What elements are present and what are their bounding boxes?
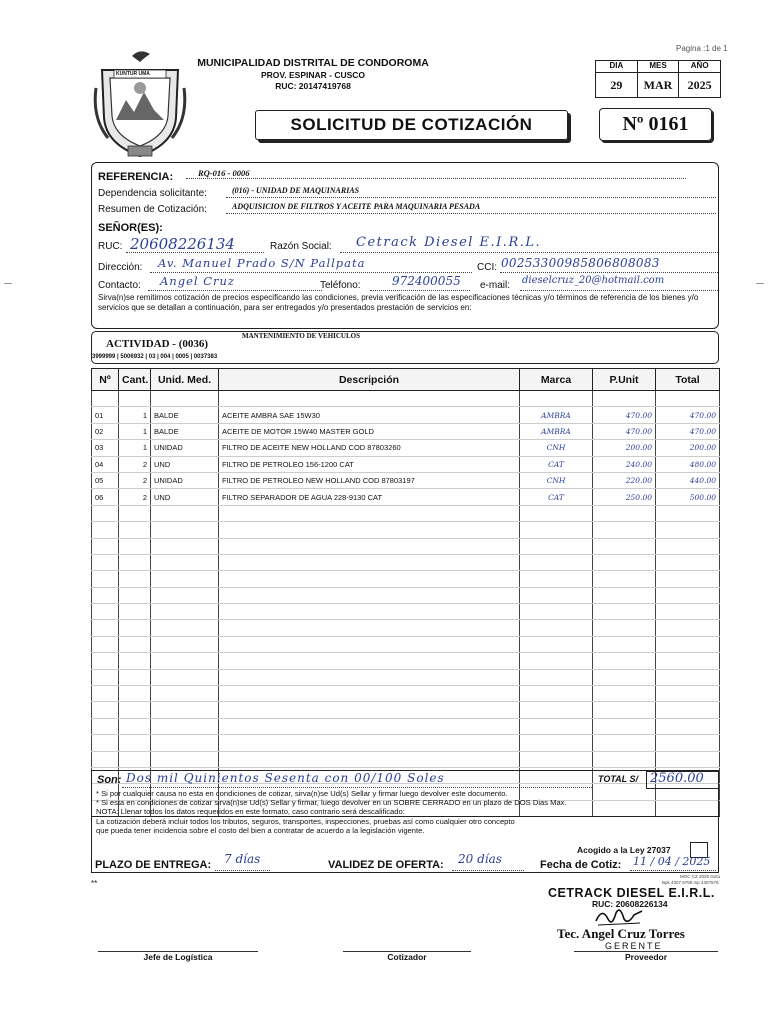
- page-indicator: Pagina :1 de 1: [676, 44, 728, 53]
- empty-cell: [520, 653, 593, 669]
- telefono-line: [370, 290, 470, 291]
- col-header-unid: Unid. Med.: [151, 369, 219, 391]
- empty-cell: [520, 702, 593, 718]
- table-row-empty: [92, 636, 720, 652]
- note-line: La cotización deberá incluir todos los tributos, seguros, transportes, inspecciones, pruebas así como cualquier otro concepto: [96, 816, 515, 826]
- cell-desc: ACEITE AMBRA SAE 15W30: [219, 407, 520, 423]
- cell-num: 03: [92, 440, 119, 456]
- empty-cell: [520, 571, 593, 587]
- cell-num: 06: [92, 489, 119, 505]
- cell-punit: 240.00: [593, 456, 656, 472]
- contacto-value: Angel Cruz: [160, 274, 235, 288]
- empty-cell: [92, 751, 119, 767]
- empty-cell: [219, 587, 520, 603]
- stamp-company: CETRACK DIESEL E.I.R.L.: [548, 886, 715, 900]
- empty-cell: [151, 636, 219, 652]
- empty-cell: [92, 653, 119, 669]
- empty-cell: [119, 636, 151, 652]
- cell-marca: AMBRA: [520, 407, 593, 423]
- doc-title: SOLICITUD DE COTIZACIÓN: [290, 115, 533, 134]
- org-ruc: RUC: 20147419768: [275, 81, 351, 91]
- empty-cell: [219, 686, 520, 702]
- empty-cell: [520, 538, 593, 554]
- empty-cell: [219, 604, 520, 620]
- cell-unid: UNIDAD: [151, 472, 219, 488]
- table-row-empty: [92, 587, 720, 603]
- empty-cell: [656, 636, 720, 652]
- resumen-label: Resumen de Cotización:: [98, 204, 207, 215]
- empty-cell: [593, 604, 656, 620]
- empty-cell: [92, 735, 119, 751]
- empty-cell: [92, 686, 119, 702]
- empty-cell: [593, 571, 656, 587]
- table-row-empty: [92, 751, 720, 767]
- table-row-empty: [92, 669, 720, 685]
- plazo-value: 7 días: [224, 852, 261, 866]
- cell-num: 02: [92, 423, 119, 439]
- fecha-value: 11 / 04 / 2025: [633, 855, 711, 868]
- empty-cell: [219, 636, 520, 652]
- spacer-cell: [520, 391, 593, 407]
- fecha-label: Fecha de Cotiz:: [540, 859, 622, 871]
- date-day-label: DIA: [596, 61, 638, 72]
- cell-total: 470.00: [656, 423, 720, 439]
- cell-desc: FILTRO DE ACEITE NEW HOLLAND COD 87803260: [219, 440, 520, 456]
- cell-cant: 1: [119, 423, 151, 439]
- senores-heading: SEÑOR(ES):: [98, 222, 163, 234]
- date-year-value: 2025: [687, 78, 712, 92]
- empty-cell: [219, 702, 520, 718]
- empty-cell: [520, 587, 593, 603]
- margin-mark: [756, 283, 764, 284]
- reference-value: RQ-016 - 0006: [198, 168, 250, 178]
- validez-line: [452, 870, 524, 871]
- razon-label: Razón Social:: [270, 241, 332, 252]
- empty-cell: [92, 604, 119, 620]
- empty-cell: [119, 751, 151, 767]
- table-row-empty: [92, 702, 720, 718]
- empty-cell: [219, 571, 520, 587]
- empty-cell: [119, 735, 151, 751]
- table-row: [92, 456, 720, 472]
- empty-cell: [656, 751, 720, 767]
- email-label: e-mail:: [480, 280, 511, 291]
- empty-cell: [151, 587, 219, 603]
- empty-cell: [656, 538, 720, 554]
- empty-cell: [151, 702, 219, 718]
- cci-value: 00253300985806808083: [501, 256, 660, 270]
- resumen-line: [226, 213, 716, 214]
- empty-cell: [119, 538, 151, 554]
- direccion-line: [150, 272, 472, 273]
- empty-cell: [92, 522, 119, 538]
- date-month-label: MES: [638, 61, 680, 72]
- total-value: 2560.00: [650, 771, 704, 786]
- empty-cell: [656, 505, 720, 521]
- activity-label: ACTIVIDAD - (0036): [106, 338, 209, 350]
- cell-total: 440.00: [656, 472, 720, 488]
- resumen-value: ADQUISICION DE FILTROS Y ACEITE PARA MAQUINARIA PESADA: [232, 202, 481, 211]
- empty-cell: [151, 620, 219, 636]
- empty-cell: [119, 571, 151, 587]
- spacer-cell: [219, 391, 520, 407]
- cell-desc: FILTRO DE PETROLEO 156-1200 CAT: [219, 456, 520, 472]
- empty-cell: [92, 718, 119, 734]
- empty-cell: [151, 554, 219, 570]
- contacto-line: [148, 290, 322, 291]
- cell-marca: CAT: [520, 489, 593, 505]
- col-header-punit: P.Unit: [593, 369, 656, 391]
- empty-cell: [151, 571, 219, 587]
- empty-cell: [520, 669, 593, 685]
- empty-cell: [92, 505, 119, 521]
- table-row: [92, 440, 720, 456]
- empty-cell: [151, 522, 219, 538]
- table-row-empty: [92, 505, 720, 521]
- cell-desc: FILTRO SEPARADOR DE AGUA 228-9130 CAT: [219, 489, 520, 505]
- empty-cell: [656, 735, 720, 751]
- empty-cell: [656, 702, 720, 718]
- empty-cell: [92, 587, 119, 603]
- activity-codes: 3999999 | 5006932 | 03 | 004 | 0005 | 0037383: [92, 354, 218, 360]
- empty-cell: [656, 653, 720, 669]
- table-row: [92, 391, 720, 407]
- empty-cell: [92, 571, 119, 587]
- stamp-name: Tec. Angel Cruz Torres: [557, 926, 685, 941]
- validez-value: 20 días: [458, 852, 502, 866]
- cell-punit: 200.00: [593, 440, 656, 456]
- empty-cell: [92, 669, 119, 685]
- system-code: MOC CZ 2025 0161: [680, 874, 721, 879]
- empty-cell: [656, 718, 720, 734]
- cell-cant: 1: [119, 407, 151, 423]
- empty-cell: [92, 538, 119, 554]
- empty-cell: [656, 620, 720, 636]
- col-header-marca: Marca: [520, 369, 593, 391]
- empty-cell: [151, 669, 219, 685]
- empty-cell: [520, 718, 593, 734]
- spacer-cell: [593, 391, 656, 407]
- telefono-value: 972400055: [392, 274, 461, 288]
- spacer-cell: [151, 391, 219, 407]
- empty-cell: [151, 538, 219, 554]
- table-row-empty: [92, 653, 720, 669]
- dependencia-line: [226, 197, 716, 198]
- empty-cell: [119, 604, 151, 620]
- empty-cell: [119, 686, 151, 702]
- table-row-empty: [92, 686, 720, 702]
- table-row: [92, 472, 720, 488]
- system-sub: Bpk 4307 6759 mp 4307676: [662, 880, 719, 885]
- note-line: NOTA: Llenar todos los datos requeridos en este formato, caso contrario será descalificado:: [96, 807, 405, 817]
- cell-cant: 2: [119, 472, 151, 488]
- cell-punit: 470.00: [593, 423, 656, 439]
- cell-total: 500.00: [656, 489, 720, 505]
- activity-meta: MANTENIMIENTO DE VEHICULOS: [242, 332, 360, 340]
- empty-cell: [119, 505, 151, 521]
- empty-cell: [219, 505, 520, 521]
- empty-cell: [593, 686, 656, 702]
- empty-cell: [656, 587, 720, 603]
- ley-label: Acogido a la Ley 27037: [577, 845, 671, 855]
- empty-cell: [219, 522, 520, 538]
- items-table: [91, 368, 720, 817]
- cell-unid: UND: [151, 489, 219, 505]
- empty-cell: [151, 718, 219, 734]
- margin-mark: [4, 283, 12, 284]
- empty-cell: [151, 653, 219, 669]
- fecha-line: [630, 870, 716, 871]
- empty-cell: [593, 620, 656, 636]
- empty-cell: [219, 653, 520, 669]
- table-row-empty: [92, 620, 720, 636]
- cell-cant: 2: [119, 489, 151, 505]
- empty-cell: [593, 587, 656, 603]
- empty-cell: [520, 505, 593, 521]
- org-province: PROV. ESPINAR - CUSCO: [260, 70, 366, 80]
- empty-cell: [219, 751, 520, 767]
- email-line: [520, 290, 718, 291]
- org-name: MUNICIPALIDAD DISTRITAL DE CONDOROMA: [197, 57, 429, 69]
- empty-cell: [119, 620, 151, 636]
- crest-banner-text: KUNTUR UMA: [116, 71, 150, 77]
- table-row-empty: [92, 538, 720, 554]
- empty-cell: [92, 702, 119, 718]
- empty-cell: [656, 669, 720, 685]
- table-row-empty: [92, 522, 720, 538]
- empty-cell: [119, 587, 151, 603]
- empty-cell: [219, 718, 520, 734]
- items-header-row: [92, 369, 720, 391]
- empty-cell: [151, 751, 219, 767]
- cci-line: [500, 272, 718, 273]
- municipal-crest-logo: [92, 48, 188, 160]
- direccion-value: Av. Manuel Prado S/N Pallpata: [158, 256, 366, 270]
- date-box: [595, 60, 721, 98]
- empty-cell: [119, 554, 151, 570]
- total-label: TOTAL S/: [598, 774, 639, 784]
- signature-label-cotizador: Cotizador: [387, 952, 427, 962]
- empty-cell: [92, 636, 119, 652]
- empty-cell: [119, 718, 151, 734]
- empty-cell: [656, 604, 720, 620]
- empty-cell: [92, 620, 119, 636]
- date-day-value: 29: [596, 73, 638, 98]
- note-line: * Si esta en condiciones de cotizar sirva(n)se Ud(s) Sellar y firmar, luego devolver en un SOBRE CERRADO en un plazo de DOS Dias Max.: [96, 798, 567, 808]
- doc-number-box: [599, 108, 712, 141]
- empty-cell: [593, 702, 656, 718]
- cell-desc: ACEITE DE MOTOR 15W40 MASTER GOLD: [219, 423, 520, 439]
- son-label: Son:: [97, 774, 122, 786]
- empty-cell: [520, 686, 593, 702]
- cci-label: CCI:: [477, 262, 497, 273]
- doc-number: Nº 0161: [622, 113, 689, 135]
- empty-cell: [151, 686, 219, 702]
- reference-line: [186, 178, 686, 179]
- empty-cell: [219, 554, 520, 570]
- stamp-role: GERENTE: [605, 941, 663, 951]
- empty-cell: [593, 751, 656, 767]
- table-row-empty: [92, 554, 720, 570]
- empty-cell: [520, 604, 593, 620]
- cell-unid: BALDE: [151, 423, 219, 439]
- empty-cell: [151, 735, 219, 751]
- empty-cell: [520, 751, 593, 767]
- son-line: [122, 787, 592, 788]
- cell-marca: CAT: [520, 456, 593, 472]
- empty-cell: [119, 522, 151, 538]
- plazo-label: PLAZO DE ENTREGA:: [95, 859, 212, 871]
- plazo-line: [215, 870, 270, 871]
- table-row-empty: [92, 735, 720, 751]
- dependencia-value: (016) - UNIDAD DE MAQUINARIAS: [232, 186, 360, 195]
- empty-cell: [593, 522, 656, 538]
- col-header-desc: Descripción: [219, 369, 520, 391]
- empty-cell: [219, 669, 520, 685]
- empty-cell: [219, 538, 520, 554]
- table-row: [92, 407, 720, 423]
- empty-cell: [593, 538, 656, 554]
- empty-cell: [520, 735, 593, 751]
- empty-cell: [593, 505, 656, 521]
- cell-total: 480.00: [656, 456, 720, 472]
- notes-block: [96, 789, 716, 835]
- date-month-value: MAR: [638, 73, 680, 98]
- signature-label-proveedor: Proveedor: [624, 952, 668, 962]
- table-row: [92, 423, 720, 439]
- stamp-ruc: RUC: 20608226134: [592, 899, 668, 909]
- reference-label: REFERENCIA:: [98, 171, 174, 183]
- empty-cell: [119, 669, 151, 685]
- empty-cell: [520, 522, 593, 538]
- empty-cell: [151, 505, 219, 521]
- empty-cell: [520, 636, 593, 652]
- cell-num: 04: [92, 456, 119, 472]
- cell-num: 01: [92, 407, 119, 423]
- validez-label: VALIDEZ DE OFERTA:: [328, 859, 444, 871]
- cell-cant: 1: [119, 440, 151, 456]
- cell-marca: CNH: [520, 472, 593, 488]
- empty-cell: [520, 554, 593, 570]
- razon-value: Cetrack Diesel E.I.R.L.: [356, 235, 542, 250]
- table-row-empty: [92, 604, 720, 620]
- cell-punit: 470.00: [593, 407, 656, 423]
- ruc-label: RUC:: [98, 241, 123, 252]
- empty-cell: [593, 554, 656, 570]
- empty-cell: [593, 718, 656, 734]
- asterisk-mark: **: [91, 879, 98, 888]
- table-row: [92, 489, 720, 505]
- spacer-cell: [119, 391, 151, 407]
- empty-cell: [92, 554, 119, 570]
- cell-total: 200.00: [656, 440, 720, 456]
- empty-cell: [656, 571, 720, 587]
- spacer-cell: [92, 391, 119, 407]
- empty-cell: [219, 620, 520, 636]
- cell-cant: 2: [119, 456, 151, 472]
- razon-line: [340, 252, 718, 253]
- supplier-note: Sirva(n)se remitirnos cotización de precios especificando las condiciones, previa verificación de las especificaciones técnicas y/o términos de referencia de los bienes y/o servicios que se detallan a continuación, para ser entregados y/o presentados prestación de servicios en:: [98, 293, 699, 312]
- contacto-label: Contacto:: [98, 280, 141, 291]
- doc-title-box: [255, 110, 568, 140]
- cell-punit: 250.00: [593, 489, 656, 505]
- ruc-value: 20608226134: [130, 235, 235, 253]
- table-row-empty: [92, 571, 720, 587]
- empty-cell: [219, 735, 520, 751]
- cell-total: 470.00: [656, 407, 720, 423]
- cell-unid: UND: [151, 456, 219, 472]
- empty-cell: [656, 554, 720, 570]
- col-header-num: Nº: [92, 369, 119, 391]
- date-year-label: AÑO: [690, 61, 709, 70]
- note-line: que pueda tener incidencia sobre el costo del bien a contratar de acuerdo a la legislación vigente.: [96, 825, 425, 835]
- cell-desc: FILTRO DE PETROLEO NEW HOLLAND COD 87803197: [219, 472, 520, 488]
- col-header-total: Total: [656, 369, 720, 391]
- empty-cell: [151, 604, 219, 620]
- note-line: * Si por cualquier causa no esta en condiciones de cotizar, sirva(n)se Ud(s) Sellar y firmar luego devolver este documento.: [96, 789, 508, 798]
- dependencia-label: Dependencia solicitante:: [98, 188, 207, 199]
- cell-unid: BALDE: [151, 407, 219, 423]
- cell-punit: 220.00: [593, 472, 656, 488]
- empty-cell: [593, 653, 656, 669]
- empty-cell: [119, 653, 151, 669]
- direccion-label: Dirección:: [98, 262, 143, 273]
- cell-marca: AMBRA: [520, 423, 593, 439]
- email-value: dieselcruz_20@hotmail.com: [522, 275, 665, 286]
- col-header-cant: Cant.: [119, 369, 151, 391]
- spacer-cell: [656, 391, 720, 407]
- son-value: Dos mil Quinientos Sesenta con 00/100 Soles: [126, 771, 445, 785]
- empty-cell: [656, 686, 720, 702]
- telefono-label: Teléfono:: [320, 280, 361, 291]
- empty-cell: [119, 702, 151, 718]
- signature-label-logistica: Jefe de Logística: [143, 952, 213, 962]
- empty-cell: [593, 636, 656, 652]
- empty-cell: [656, 522, 720, 538]
- table-row-empty: [92, 718, 720, 734]
- empty-cell: [593, 735, 656, 751]
- cell-unid: UNIDAD: [151, 440, 219, 456]
- empty-cell: [593, 669, 656, 685]
- cell-num: 05: [92, 472, 119, 488]
- cell-marca: CNH: [520, 440, 593, 456]
- empty-cell: [520, 620, 593, 636]
